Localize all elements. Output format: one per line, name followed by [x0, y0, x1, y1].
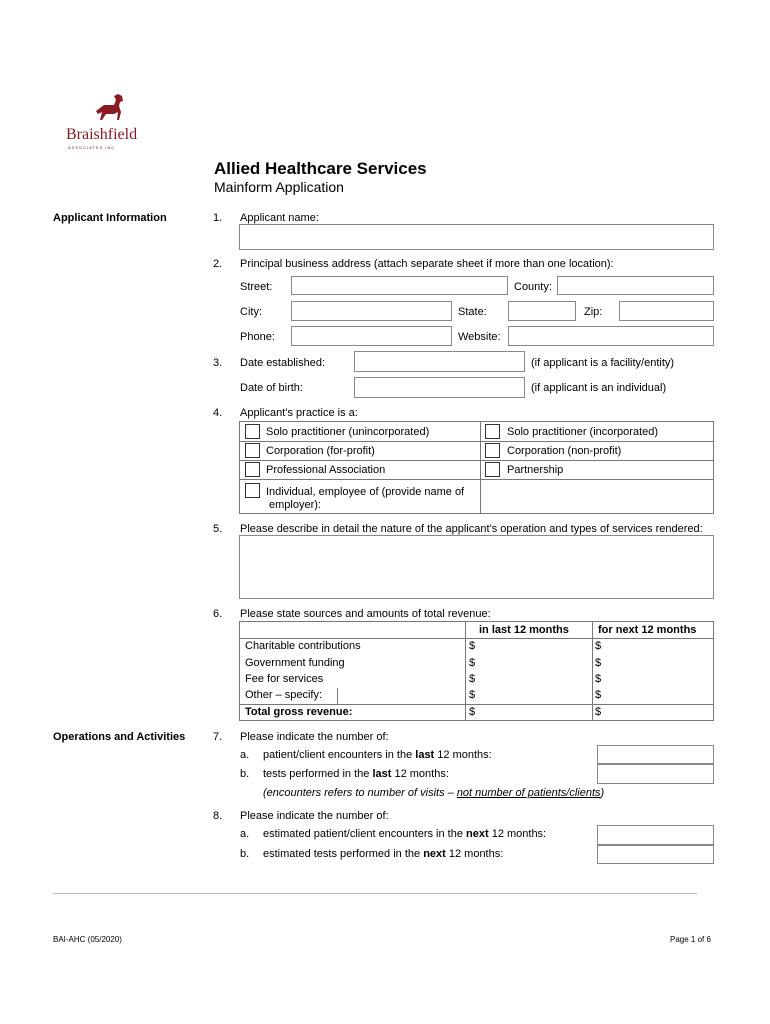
option-individual-employee: Individual, employee of (provide name of [266, 486, 465, 498]
checkbox-partnership[interactable] [485, 462, 500, 477]
phone-field[interactable] [291, 326, 452, 346]
page-number: Page 1 of 6 [670, 935, 711, 944]
revenue-cell-next[interactable]: $ [595, 640, 602, 652]
q6-number: 6. [213, 608, 223, 620]
date-established-field[interactable] [354, 351, 525, 372]
q2-number: 2. [213, 258, 223, 270]
tests-next-12-field[interactable] [597, 845, 714, 864]
q4-label: Applicant’s practice is a: [240, 407, 358, 419]
option-professional-association: Professional Association [266, 464, 386, 476]
revenue-cell-last[interactable]: $ [469, 706, 476, 718]
revenue-cell-next[interactable]: $ [595, 689, 602, 701]
q7-label: Please indicate the number of: [240, 731, 389, 743]
revenue-row-label: Other – specify: [245, 689, 323, 701]
date-established-note: (if applicant is a facility/entity) [531, 357, 675, 369]
date-of-birth-note: (if applicant is an individual) [531, 382, 667, 394]
section-operations-activities: Operations and Activities [53, 731, 186, 743]
revenue-cell-next[interactable]: $ [595, 657, 602, 669]
q3-number: 3. [213, 357, 223, 369]
phone-label: Phone: [240, 331, 275, 343]
operations-description-field[interactable] [239, 535, 714, 599]
encounters-next-12-field[interactable] [597, 825, 714, 845]
revenue-row-total-label: Total gross revenue: [245, 706, 353, 718]
footer-divider [53, 893, 697, 894]
revenue-cell-last[interactable]: $ [469, 689, 476, 701]
checkbox-corporation-for-profit[interactable] [245, 443, 260, 458]
revenue-row-label: Government funding [245, 657, 345, 669]
revenue-cell-last[interactable]: $ [469, 640, 476, 652]
city-label: City: [240, 306, 262, 318]
q8-label: Please indicate the number of: [240, 810, 389, 822]
company-logo [62, 92, 162, 152]
q8a-label: estimated patient/client encounters in the next 12 months: [263, 828, 547, 840]
option-solo-incorporated: Solo practitioner (incorporated) [507, 426, 659, 438]
checkbox-solo-unincorporated[interactable] [245, 424, 260, 439]
county-label: County: [514, 281, 552, 293]
q7b-label: tests performed in the last 12 months: [263, 768, 449, 780]
q7-note: (encounters refers to number of visits – not number of patients/clients) [263, 787, 605, 799]
form-id: BAI-AHC (05/2020) [53, 935, 122, 944]
applicant-name-field[interactable] [239, 224, 714, 250]
q7a-number: a. [240, 749, 250, 761]
street-field[interactable] [291, 276, 508, 295]
revenue-cell-next[interactable]: $ [595, 706, 602, 718]
city-field[interactable] [291, 301, 452, 321]
revenue-cell-last[interactable]: $ [469, 673, 476, 685]
date-of-birth-field[interactable] [354, 377, 525, 398]
logo-name: Braishfield [66, 126, 138, 143]
checkbox-solo-incorporated[interactable] [485, 424, 500, 439]
revenue-cell-last[interactable]: $ [469, 657, 476, 669]
checkbox-corporation-non-profit[interactable] [485, 443, 500, 458]
q8-number: 8. [213, 810, 223, 822]
checkbox-individual-employee[interactable] [245, 483, 260, 498]
tests-last-12-field[interactable] [597, 764, 714, 784]
q4-number: 4. [213, 407, 223, 419]
option-partnership: Partnership [507, 464, 564, 476]
street-label: Street: [240, 281, 273, 293]
checkbox-professional-association[interactable] [245, 462, 260, 477]
q2-label: Principal business address (attach separate sheet if more than one location): [240, 258, 614, 270]
revenue-col-next: for next 12 months [598, 624, 697, 636]
zip-field[interactable] [619, 301, 714, 321]
q8a-number: a. [240, 828, 250, 840]
q7a-label: patient/client encounters in the last 12 months: [263, 749, 492, 761]
revenue-col-last: in last 12 months [479, 624, 569, 636]
q6-label: Please state sources and amounts of total revenue: [240, 608, 491, 620]
option-corporation-non-profit: Corporation (non-profit) [507, 445, 622, 457]
revenue-row-label: Fee for services [245, 673, 324, 685]
date-of-birth-label: Date of birth: [240, 382, 303, 394]
q8b-number: b. [240, 848, 250, 860]
revenue-cell-next[interactable]: $ [595, 673, 602, 685]
revenue-row-label: Charitable contributions [245, 640, 361, 652]
section-applicant-information: Applicant Information [53, 212, 167, 224]
q8b-label: estimated tests performed in the next 12 months: [263, 848, 504, 860]
encounters-last-12-field[interactable] [597, 745, 714, 764]
horse-icon [90, 92, 130, 128]
state-field[interactable] [508, 301, 576, 321]
q1-label: Applicant name: [240, 212, 319, 224]
q7-number: 7. [213, 731, 223, 743]
page-title: Allied Healthcare Services [214, 159, 427, 178]
website-label: Website: [458, 331, 501, 343]
option-individual-employee-cont: employer): [269, 499, 321, 511]
date-established-label: Date established: [240, 357, 325, 369]
q1-number: 1. [213, 212, 223, 224]
q5-label: Please describe in detail the nature of the applicant’s operation and types of services rendered: [240, 523, 703, 535]
logo-tagline: ASSOCIATES INC [68, 145, 116, 150]
zip-label: Zip: [584, 306, 603, 318]
state-label: State: [458, 306, 487, 318]
option-solo-unincorporated: Solo practitioner (unincorporated) [266, 426, 430, 438]
page-subtitle: Mainform Application [214, 179, 344, 195]
county-field[interactable] [557, 276, 714, 295]
option-corporation-for-profit: Corporation (for-profit) [266, 445, 375, 457]
q7b-number: b. [240, 768, 250, 780]
q5-number: 5. [213, 523, 223, 535]
website-field[interactable] [508, 326, 714, 346]
